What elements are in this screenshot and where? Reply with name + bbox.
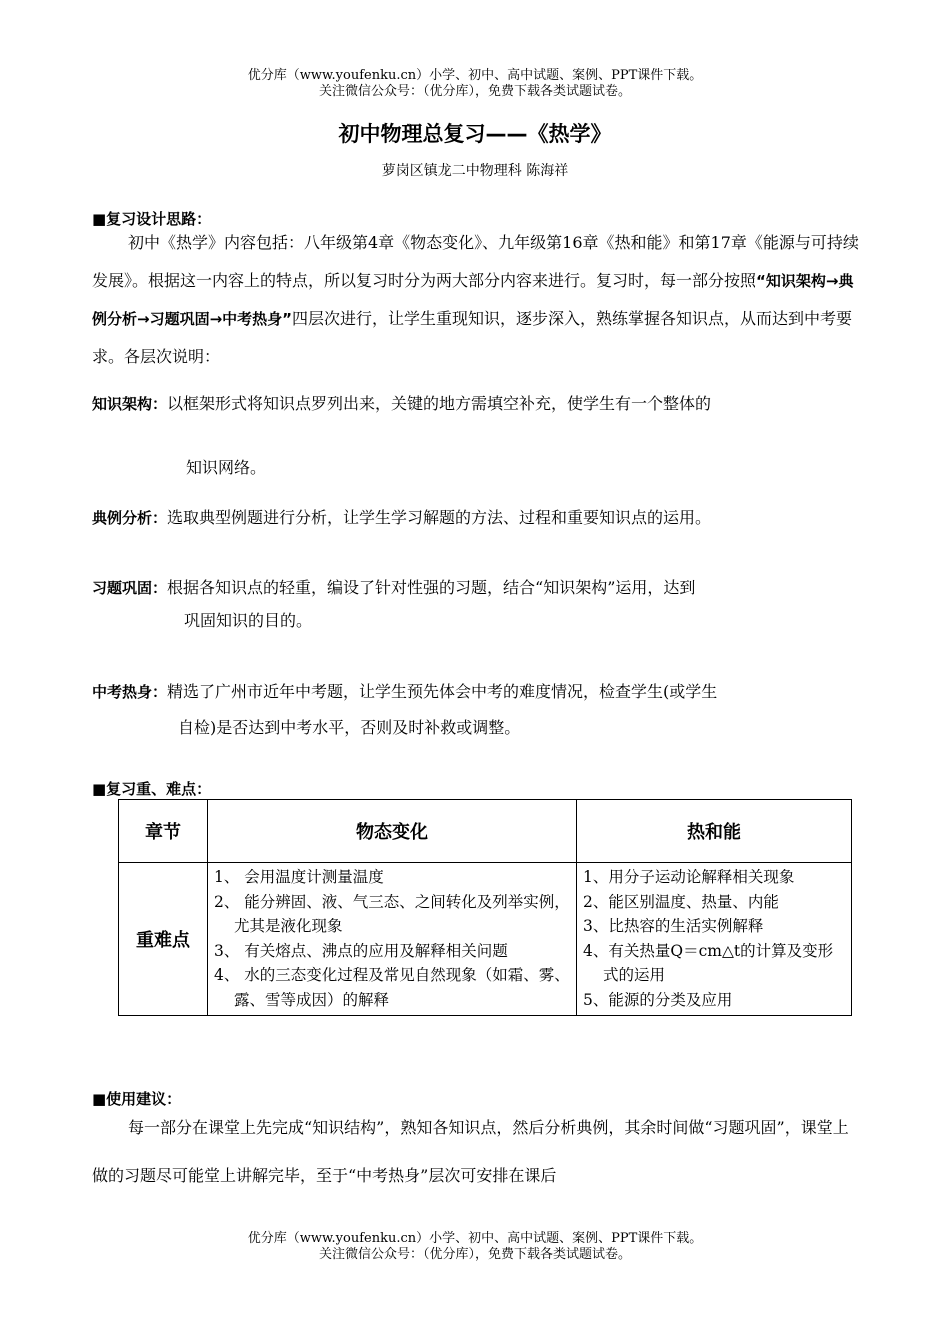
design-paragraph: [92, 224, 862, 376]
col-heat-energy: 热和能: [577, 800, 852, 863]
col-chapter: 章节: [119, 800, 208, 863]
design-heading: ■复习设计思路：: [92, 210, 212, 228]
list-item: 3、 有关熔点、沸点的应用及解释相关问题: [214, 941, 508, 960]
cell-state-change: [208, 863, 577, 1016]
level-text: 选取典型例题进行分析，让学生学习解题的方法、过程和重要知识点的运用。: [167, 508, 712, 527]
level-text-sans: 补充，使学生有一个整体的: [519, 394, 712, 413]
list-item: 2、 能分辨固、液、气三态、之间转化及列举实例，尤其是液化现象: [214, 892, 570, 936]
list-item: 5、能源的分类及应用: [583, 990, 733, 1009]
level-label: 习题巩固：: [92, 579, 168, 597]
usage-heading: ■使用建议：: [92, 1090, 182, 1108]
level-knowledge-framework: [92, 391, 864, 414]
list-item: 3、比热容的生活实例解释: [583, 917, 764, 936]
key-points-heading: ■复习重、难点：: [92, 780, 212, 798]
usage-paragraph: 每一部分在课堂上先完成“知识结构”，熟知各知识点，然后分析典例，其余时间做“习题巩固”，课堂上做的习题尽可能堂上讲解完毕，至于“中考热身”层次可安排在课后: [92, 1118, 849, 1185]
list-item: 4、 水的三态变化过程及常见自然现象（如霜、雾、露、雪等成因）的解释: [214, 966, 570, 1009]
list-item: 4、有关热量Q＝cm△t的计算及变形式的运用: [583, 941, 834, 985]
author-line: 萝岗区镇龙二中物理科 陈海祥: [381, 163, 569, 179]
col-state-change: 物态变化: [208, 800, 577, 863]
design-text-2: 四层次进行，让学生重现知识，逐步深入，熟练掌握各知识点，从而达到中考要求。各层次说明：: [92, 309, 853, 366]
level-text: 精选了广州市近年中考题，让学生预先体会中考的难度情况，检查学生(或学生: [167, 682, 718, 701]
page-header: [0, 68, 950, 100]
header-line-1: 优分库（www.youfenku.cn）小学、初中、高中试题、案例、PPT课件下载。: [247, 68, 703, 83]
key-points-table: [118, 799, 852, 1016]
design-bold-sequence: “知识架构→典例分析→习题巩固→中考热身”: [92, 272, 854, 328]
level-knowledge-framework-cont: 知识网络。: [186, 458, 267, 477]
level-exam-warmup-cont: 自检)是否达到中考水平，否则及时补救或调整。: [178, 718, 521, 737]
list-item: 1、 会用温度计测量温度: [214, 868, 384, 886]
level-example-analysis: [92, 505, 864, 528]
cell-heat-energy: [577, 863, 852, 1016]
table-header-row: [119, 800, 852, 863]
list-item: 2、能区别温度、热量、内能: [583, 892, 779, 911]
level-label: 中考热身：: [92, 683, 168, 701]
page-title: 初中物理总复习——《热学》: [338, 122, 612, 146]
table-row: [119, 863, 852, 1016]
footer-line-1: 优分库（www.youfenku.cn）小学、初中、高中试题、案例、PPT课件下载。: [247, 1231, 703, 1246]
header-line-2: 关注微信公众号：（优分库），免费下载各类试题试卷。: [318, 84, 631, 99]
level-label: 典例分析：: [92, 509, 168, 527]
list-item: 1、用分子运动论解释相关现象: [583, 868, 795, 886]
row-head-key-points: 重难点: [119, 863, 208, 1016]
level-label: 知识架构：: [92, 395, 168, 413]
level-exam-warmup: [92, 679, 864, 702]
level-text: 以框架形式将知识点罗列出来，关键的地方需填空: [167, 394, 520, 413]
page-footer: [0, 1231, 950, 1263]
level-text: 根据各知识点的轻重，编设了针对性强的习题，结合“知识架构”运用，达到: [167, 578, 696, 597]
level-exercise-consolidation-cont: 巩固知识的目的。: [184, 611, 313, 630]
level-exercise-consolidation: [92, 575, 864, 598]
footer-line-2: 关注微信公众号：（优分库），免费下载各类试题试卷。: [318, 1247, 631, 1262]
design-text-1: 初中《热学》内容包括：八年级第4章《物态变化》、九年级第16章《热和能》和第17章《能源与可持续发展》。根据这一内容上的特点，所以复习时分为两大部分内容来进行。复习时，每一部分按照: [92, 233, 859, 290]
